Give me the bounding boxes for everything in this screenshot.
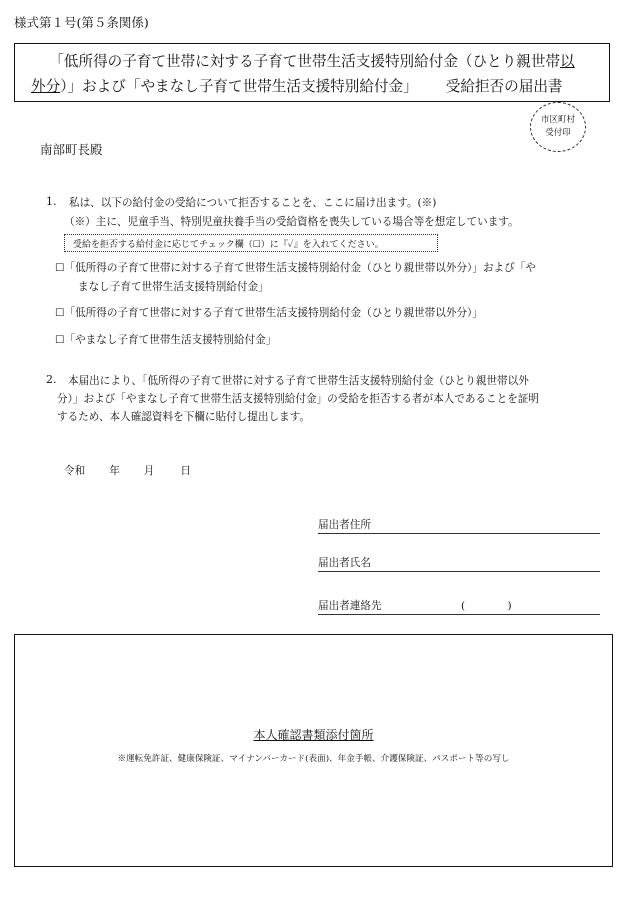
date-era: 令和 xyxy=(64,465,86,477)
title-text-underlined: 以 xyxy=(560,53,575,70)
name-label: 届出者氏名 xyxy=(318,557,371,569)
section-2-number: 2. xyxy=(46,373,57,386)
form-number: 様式第１号(第５条関係) xyxy=(14,15,149,30)
attachment-title: 本人確認書類添付箇所 xyxy=(253,728,374,742)
checkbox-option-1[interactable]: ☐ xyxy=(55,262,65,274)
contact-field[interactable] xyxy=(318,598,600,615)
contact-parenthesis: ( ) xyxy=(461,600,512,612)
title-text: 「低所得の子育て世帯に対する子育て世帯生活支援特別給付金（ひとり親世帯 xyxy=(49,53,561,70)
stamp-label-2: 受付印 xyxy=(545,128,571,138)
attachment-note: ※運転免許証、健康保険証、マイナンバーカード(表面)、年金手帳、介護保険証、パスポート等の写し xyxy=(117,754,510,764)
title-box xyxy=(14,43,610,102)
title-text-underlined: 外分 xyxy=(31,78,61,95)
option-1-continued: まなし子育て世帯生活支援特別給付金」 xyxy=(78,281,269,293)
addressee: 南部町長殿 xyxy=(40,142,103,157)
date-day: 日 xyxy=(180,465,191,477)
contact-label: 届出者連絡先 xyxy=(318,600,382,612)
section-1-number: 1. xyxy=(46,195,57,208)
id-document-attachment-area xyxy=(14,634,613,867)
option-1-text: 「低所得の子育て世帯に対する子育て世帯生活支援特別給付金（ひとり親世帯以外分）」および「や xyxy=(64,262,536,274)
date-month: 月 xyxy=(143,465,155,477)
title-line-1 xyxy=(15,50,609,71)
option-2[interactable] xyxy=(55,305,483,320)
title-form-name: 受給拒否の届出書 xyxy=(445,78,563,95)
checkbox-option-3[interactable]: ☐ xyxy=(55,334,65,346)
stamp-label-1: 市区町村 xyxy=(540,115,575,125)
section-2-line-1: 本届出により、「低所得の子育て世帯に対する子育て世帯生活支援特別給付金（ひとり親世帯以外 xyxy=(68,375,529,387)
address-label: 届出者住所 xyxy=(318,519,371,531)
option-2-text: 「低所得の子育て世帯に対する子育て世帯生活支援特別給付金（ひとり親世帯以外分）」 xyxy=(64,307,483,319)
address-field[interactable] xyxy=(318,517,600,534)
date-year: 年 xyxy=(109,465,120,477)
section-2-line-3: するため、本人確認資料を下欄に貼付し提出します。 xyxy=(57,411,310,423)
section-1-note: （※）主に、児童手当、特別児童扶養手当の受給資格を喪失している場合等を想定しています。 xyxy=(64,216,519,228)
check-instruction-box: 受給を拒否する給付金に応じてチェック欄（☐）に『✓』を入れてください。 xyxy=(64,234,438,252)
option-1[interactable] xyxy=(55,260,536,275)
title-line-2 xyxy=(31,75,563,96)
date-line[interactable] xyxy=(64,463,191,478)
section-2-line-2: 分）」および「やまなし子育て世帯生活支援特別給付金」の受給を拒否する者が本人であることを証明 xyxy=(57,393,540,405)
title-text: ）」および「やまなし子育て世帯生活支援特別給付金」 xyxy=(60,78,418,95)
checkbox-option-2[interactable]: ☐ xyxy=(55,307,65,319)
section-1-text: 私は、以下の給付金の受給について拒否することを、ここに届け出ます。(※) xyxy=(69,197,437,209)
name-field[interactable] xyxy=(318,555,600,572)
option-3-text: 「やまなし子育て世帯生活支援特別給付金」 xyxy=(64,334,277,346)
option-3[interactable] xyxy=(55,332,276,347)
reception-stamp-area xyxy=(530,102,586,152)
